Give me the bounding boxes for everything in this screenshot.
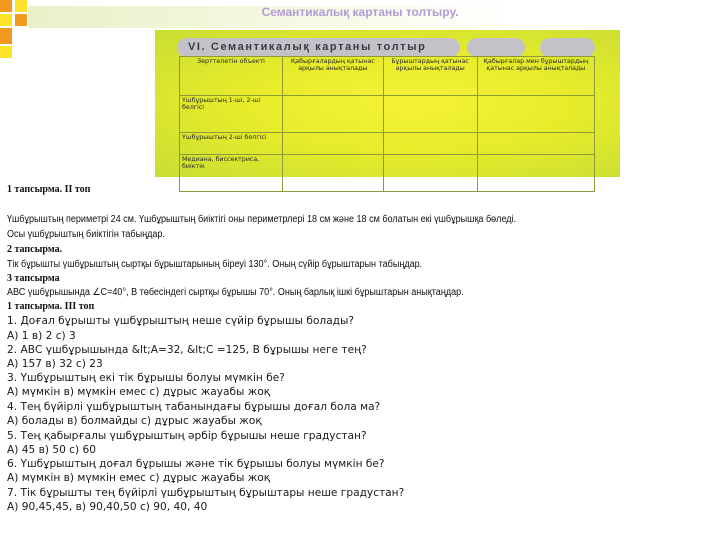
table-cell (477, 96, 594, 133)
task2-heading: 2 тапсырма. (7, 244, 63, 255)
quiz-question: 4. Тең бүйірлі үшбұрыштың табанындағы бұрышы доғал бола ма? (7, 401, 381, 413)
slide-title: VI. Семантикалық картаны толтыр (188, 41, 427, 53)
deco-pill-2 (540, 38, 595, 57)
quiz-question: 1. Доғал бұрышты үшбұрыштың неше сүйір бұрышы болады? (7, 315, 354, 327)
quiz-question: 7. Тік бұрышты тең бүйірлі үшбұрыштың бұрыштары неше градустан? (7, 487, 405, 499)
table-cell (477, 133, 594, 155)
table-row-label: Медиана, биссектриса, биіктік (180, 154, 283, 191)
task3-text: АВС үшбұрышында ∠С=40°, В төбесіндегі сыртқы бұрышы 70°. Оның барлық ішкі бұрыштарын анықтаңдар. (7, 287, 464, 298)
table-cell (383, 96, 477, 133)
quiz-answers: А) мүмкін в) мүмкін емес с) дұрыс жауабы жоқ (7, 386, 271, 398)
table-row-label: Үшбұрыштың 1-ші, 2-ші белгісі (180, 96, 283, 133)
table-row (180, 154, 595, 191)
table-cell (283, 133, 384, 155)
quiz-answers: А) мүмкін в) мүмкін емес с) дұрыс жауабы жоқ (7, 472, 271, 484)
quiz-question: 5. Тең қабырғалы үшбұрыштың әрбір бұрышы неше градустан? (7, 430, 367, 442)
page-title: Семантикалық картаны толтыру. (261, 5, 459, 19)
semantic-map-image (155, 30, 620, 177)
task4-heading: 1 тапсырма. ІІІ топ (7, 301, 95, 312)
task2-text: Тік бұрышты үшбұрыштың сыртқы бұрыштарының біреуі 130°. Оның сүйір бұрыштарын табыңдар. (7, 259, 423, 270)
quiz-question: 6. Үшбұрыштың доғал бұрышы және тік бұрышы болуы мүмкін бе? (7, 458, 385, 470)
table-header-cell: Зерттелетін объекті (180, 57, 283, 96)
quiz-answers: А) 45 в) 50 с) 60 (7, 444, 96, 456)
table-row (180, 133, 595, 155)
table-cell (383, 154, 477, 191)
table-cell (383, 133, 477, 155)
table-header-cell: Бұрыштардың қатынас арқылы анықталады (383, 57, 477, 96)
task1-text-line2: Осы үшбұрыштың биіктігін табыңдар. (7, 229, 165, 240)
table-row-label: Үшбұрыштың 2-ші белгісі (180, 133, 283, 155)
task1-text-line1: Үшбұрыштың периметрі 24 см. Үшбұрыштың биіктігі оны периметрлері 18 см және 18 см болатын екі үшбұрышқа бөледі. (7, 214, 517, 225)
quiz-answers: А) болады в) болмайды с) дұрыс жауабы жоқ (7, 415, 262, 427)
quiz-answers: А) 1 в) 2 с) 3 (7, 330, 76, 342)
deco-square-orange-left (0, 28, 12, 44)
table-header-cell: Қабырғалар мен бұрыштардың қатынас арқылы анықталады (477, 57, 594, 96)
quiz-answers: А) 157 в) 32 с) 23 (7, 358, 103, 370)
quiz-question: 3. Үшбұрыштың екі тік бұрышы болуы мүмкін бе? (7, 372, 285, 384)
task3-heading: 3 тапсырма (7, 273, 60, 284)
table-cell (477, 154, 594, 191)
table-header-cell: Қабырғалардың қатынас арқылы анықталады (283, 57, 384, 96)
deco-pill-1 (467, 38, 525, 57)
deco-square-yellow-left (0, 46, 12, 58)
table-cell (283, 154, 384, 191)
table-row (180, 96, 595, 133)
semantic-table (179, 56, 595, 192)
task1-heading: 1 тапсырма. ІІ топ (7, 184, 91, 195)
quiz-question: 2. АВС үшбұрышында &lt;A=32, &lt;C =125, В бұрышы неге тең? (7, 344, 367, 356)
table-cell (283, 96, 384, 133)
quiz-answers: А) 90,45,45, в) 90,40,50 с) 90, 40, 40 (7, 501, 208, 513)
table-header-row (180, 57, 595, 96)
